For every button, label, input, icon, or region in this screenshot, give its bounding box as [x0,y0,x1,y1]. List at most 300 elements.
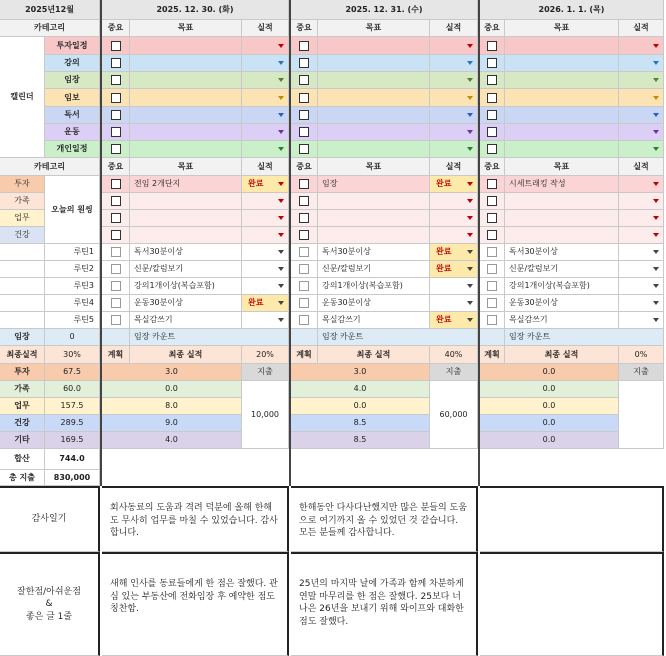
chevron-down-icon [278,113,284,117]
summary-value: 157.5 [45,398,100,415]
result-dropdown[interactable] [619,261,664,278]
summary-day-value: 4.0 [102,432,242,449]
importance-checkbox[interactable] [291,37,318,55]
chevron-down-icon [278,96,284,100]
checkbox[interactable] [111,41,121,51]
goal-cell[interactable] [505,72,619,89]
checkbox[interactable] [299,230,309,240]
result-dropdown[interactable] [619,295,664,312]
task-goal[interactable]: 시세트래킹 작성 [505,176,619,193]
importance-checkbox[interactable] [291,193,318,210]
chevron-down-icon [467,113,473,117]
goal-cell[interactable] [505,124,619,141]
chevron-down-icon [467,147,473,151]
reflection-label-line: & [45,599,53,610]
result-dropdown[interactable] [619,141,664,158]
goal-cell[interactable] [318,107,430,124]
result-header: 실적 [242,20,289,37]
checkbox[interactable] [487,264,497,274]
result-dropdown[interactable] [430,72,478,89]
chevron-down-icon [653,130,659,134]
checkbox[interactable] [111,110,121,120]
chevron-down-icon [653,250,659,254]
spend-value: 10,000 [242,381,289,449]
reflection-entry[interactable]: 새해 인사를 동료들에게 한 점은 잘했다. 관심 있는 부동산에 전화임장 후 예약한 점도 칭찬함. [102,552,289,656]
result-dropdown[interactable] [430,89,478,107]
importance-checkbox[interactable] [291,107,318,124]
chevron-down-icon [653,147,659,151]
importance-checkbox[interactable] [291,210,318,227]
result-label: 완료 [436,315,452,324]
goal-cell[interactable] [130,141,242,158]
routine-spacer [0,261,45,278]
routine-text: 강의1개이상(복습포함) [505,278,619,295]
routine-text: 독서30분이상 [505,244,619,261]
importance-checkbox[interactable] [480,37,505,55]
month-label: 2025년12월 [0,0,100,20]
routine-checkbox[interactable] [102,261,130,278]
checkbox[interactable] [299,41,309,51]
goal-cell[interactable] [505,55,619,72]
result-dropdown[interactable] [430,55,478,72]
importance-checkbox[interactable] [480,72,505,89]
importance-checkbox[interactable] [291,55,318,72]
task-goal[interactable] [318,227,430,244]
routine-checkbox[interactable] [291,312,318,329]
result-dropdown[interactable] [619,278,664,295]
chevron-down-icon [278,182,284,186]
day-divider [289,0,291,486]
result-dropdown[interactable] [242,176,289,193]
chevron-down-icon [653,61,659,65]
checkbox[interactable] [299,281,309,291]
gratitude-entry[interactable] [480,486,664,552]
routine-spacer [0,295,45,312]
summary-day-value: 0.0 [480,381,619,398]
importance-header: 중요 [480,20,505,37]
importance-header: 중요 [291,158,318,176]
goal-cell[interactable] [130,72,242,89]
result-dropdown[interactable] [430,124,478,141]
routine-spacer [0,278,45,295]
summary-day-value: 3.0 [102,364,242,381]
summary-value: 60.0 [45,381,100,398]
result-dropdown[interactable] [242,278,289,295]
final-label: 최종실적 [0,346,45,364]
gratitude-entry[interactable]: 회사동료의 도움과 격려 덕분에 올해 한해도 무사히 업무를 마칠 수 있었습니다. 감사합니다. [102,486,289,552]
checkbox[interactable] [299,110,309,120]
result-dropdown[interactable] [619,89,664,107]
routine-checkbox[interactable] [291,278,318,295]
routine-label: 루틴3 [45,278,100,295]
chevron-down-icon [467,250,473,254]
result-dropdown[interactable] [430,210,478,227]
goal-cell[interactable] [130,107,242,124]
result-dropdown[interactable] [430,193,478,210]
summary-day-value: 0.0 [480,415,619,432]
summary-category: 업무 [0,398,45,415]
routine-checkbox[interactable] [102,244,130,261]
spend-value [619,381,664,449]
routine-checkbox[interactable] [480,295,505,312]
task-category: 투자 [0,176,45,193]
spend-header: 지출 [430,364,478,381]
result-dropdown[interactable] [430,244,478,261]
result-dropdown[interactable] [242,295,289,312]
result-dropdown[interactable] [242,107,289,124]
task-category: 업무 [0,210,45,227]
summary-day-value: 8.5 [291,415,430,432]
gratitude-entry[interactable]: 한해동안 다사다난했지만 많은 분들의 도움으로 여기까지 올 수 있었던 것 같습니다. 모든 분들께 감사합니다. [291,486,478,552]
checkbox[interactable] [111,93,121,103]
goal-header: 목표 [130,20,242,37]
summary-day-value: 8.0 [102,398,242,415]
routine-checkbox[interactable] [291,295,318,312]
chevron-down-icon [467,301,473,305]
final-result-header: 최종 실적 [318,346,430,364]
chevron-down-icon [278,78,284,82]
checkbox[interactable] [487,58,497,68]
importance-checkbox[interactable] [291,124,318,141]
spend-total-label: 총 지출 [0,470,45,486]
chevron-down-icon [278,318,284,322]
task-goal[interactable] [130,227,242,244]
task-category: 건강 [0,227,45,244]
goal-cell[interactable] [505,141,619,158]
reflection-entry[interactable]: 25년의 마지막 날에 가족과 함께 차분하게 연말 마무리를 한 점은 잘했다. 25보다 너 나은 26년을 보내기 위해 와이프와 대화한 점도 잘했다. [291,552,478,656]
result-dropdown[interactable] [242,261,289,278]
result-dropdown[interactable] [619,124,664,141]
imjang-count: 임장 카운트 [505,329,664,346]
checkbox[interactable] [299,127,309,137]
checkbox[interactable] [299,264,309,274]
summary-day-value: 0.0 [102,381,242,398]
routine-text: 독서30분이상 [130,244,242,261]
summary-day-value: 0.0 [480,432,619,449]
importance-checkbox[interactable] [291,141,318,158]
checkbox[interactable] [487,213,497,223]
checkbox[interactable] [111,196,121,206]
goal-cell[interactable] [130,89,242,107]
checkbox[interactable] [487,281,497,291]
routine-text: 독서30분이상 [318,244,430,261]
summary-category: 기타 [0,432,45,449]
result-dropdown[interactable] [619,107,664,124]
checkbox[interactable] [299,298,309,308]
checkbox[interactable] [299,75,309,85]
routine-checkbox[interactable] [480,261,505,278]
calendar-category: 임보 [45,89,100,107]
goal-cell[interactable] [505,89,619,107]
imjang-spacer [102,329,130,346]
checkbox[interactable] [299,179,309,189]
importance-checkbox[interactable] [102,37,130,55]
result-dropdown[interactable] [430,141,478,158]
result-dropdown[interactable] [619,55,664,72]
chevron-down-icon [653,182,659,186]
result-dropdown[interactable] [430,278,478,295]
result-dropdown[interactable] [430,295,478,312]
importance-checkbox[interactable] [102,176,130,193]
routine-text: 강의1개이상(복습포함) [318,278,430,295]
task-goal[interactable] [130,210,242,227]
routine-checkbox[interactable] [102,312,130,329]
goal-cell[interactable] [318,55,430,72]
checkbox[interactable] [111,58,121,68]
category-header: 카테고리 [0,158,100,176]
imjang-spacer [291,329,318,346]
checkbox[interactable] [111,230,121,240]
routine-text: 운동30분이상 [505,295,619,312]
result-dropdown[interactable] [619,312,664,329]
importance-checkbox[interactable] [291,227,318,244]
final-result-header: 최종 실적 [130,346,242,364]
chevron-down-icon [467,182,473,186]
imjang-count: 임장 카운트 [130,329,289,346]
routine-checkbox[interactable] [480,244,505,261]
chevron-down-icon [278,199,284,203]
goal-cell[interactable] [318,37,430,55]
checkbox[interactable] [111,144,121,154]
result-dropdown[interactable] [242,210,289,227]
chevron-down-icon [278,250,284,254]
result-dropdown[interactable] [430,261,478,278]
chevron-down-icon [278,233,284,237]
chevron-down-icon [653,216,659,220]
calendar-category: 강의 [45,55,100,72]
routine-checkbox[interactable] [480,312,505,329]
checkbox[interactable] [111,315,121,325]
task-category: 가족 [0,193,45,210]
result-dropdown[interactable] [242,312,289,329]
result-dropdown[interactable] [242,227,289,244]
result-dropdown[interactable] [619,37,664,55]
routine-text: 신문/칼럼보기 [505,261,619,278]
importance-checkbox[interactable] [480,193,505,210]
result-label: 완료 [436,264,452,273]
goal-cell[interactable] [130,37,242,55]
goal-header: 목표 [505,158,619,176]
result-dropdown[interactable] [619,72,664,89]
checkbox[interactable] [111,179,121,189]
goal-cell[interactable] [505,37,619,55]
checkbox[interactable] [487,110,497,120]
importance-checkbox[interactable] [102,141,130,158]
checkbox[interactable] [299,58,309,68]
goal-cell[interactable] [505,107,619,124]
checkbox[interactable] [299,213,309,223]
importance-checkbox[interactable] [480,107,505,124]
checkbox[interactable] [487,179,497,189]
checkbox[interactable] [487,230,497,240]
checkbox[interactable] [111,247,121,257]
chevron-down-icon [467,267,473,271]
summary-value: 289.5 [45,415,100,432]
result-dropdown[interactable] [242,89,289,107]
result-dropdown[interactable] [242,244,289,261]
checkbox[interactable] [299,247,309,257]
task-goal[interactable] [505,210,619,227]
result-label: 완료 [436,179,452,188]
task-goal[interactable] [318,193,430,210]
routine-checkbox[interactable] [102,295,130,312]
importance-header: 중요 [291,20,318,37]
chevron-down-icon [278,61,284,65]
routine-text: 강의1개이상(복습포함) [130,278,242,295]
summary-value: 169.5 [45,432,100,449]
result-header: 실적 [242,158,289,176]
reflection-label [0,552,100,656]
importance-checkbox[interactable] [102,107,130,124]
chevron-down-icon [278,301,284,305]
chevron-down-icon [467,96,473,100]
reflection-label-line: 좋은 글 1줄 [25,611,73,622]
routine-checkbox[interactable] [102,278,130,295]
chevron-down-icon [467,233,473,237]
calendar-label: 캘린더 [0,37,45,158]
summary-day-value: 0.0 [480,398,619,415]
checkbox[interactable] [111,264,121,274]
importance-checkbox[interactable] [291,72,318,89]
result-dropdown[interactable] [242,55,289,72]
routine-checkbox[interactable] [291,261,318,278]
spend-value: 60,000 [430,381,478,449]
goal-cell[interactable] [318,141,430,158]
chevron-down-icon [653,96,659,100]
result-dropdown[interactable] [430,176,478,193]
chevron-down-icon [653,199,659,203]
summary-day-value: 8.5 [291,432,430,449]
result-dropdown[interactable] [430,312,478,329]
checkbox[interactable] [299,196,309,206]
date-header: 2025. 12. 31. (수) [291,0,478,20]
result-dropdown[interactable] [242,37,289,55]
result-dropdown[interactable] [619,193,664,210]
task-goal[interactable] [505,227,619,244]
routine-label: 루틴4 [45,295,100,312]
importance-checkbox[interactable] [480,176,505,193]
result-dropdown[interactable] [619,244,664,261]
routine-checkbox[interactable] [291,244,318,261]
importance-checkbox[interactable] [480,124,505,141]
checkbox[interactable] [111,127,121,137]
importance-checkbox[interactable] [102,193,130,210]
summary-value: 67.5 [45,364,100,381]
result-dropdown[interactable] [619,227,664,244]
spend-total-value: 830,000 [45,470,100,486]
importance-checkbox[interactable] [102,227,130,244]
goal-cell[interactable] [130,55,242,72]
routine-label: 루틴1 [45,244,100,261]
checkbox[interactable] [487,298,497,308]
summary-category: 가족 [0,381,45,398]
summary-day-value: 4.0 [291,381,430,398]
imjang-label: 임장 [0,329,45,346]
result-dropdown[interactable] [242,124,289,141]
task-goal[interactable]: 전임 2개단지 [130,176,242,193]
chevron-down-icon [653,44,659,48]
importance-checkbox[interactable] [480,141,505,158]
importance-header: 중요 [480,158,505,176]
checkbox[interactable] [487,127,497,137]
goal-cell[interactable] [318,89,430,107]
day-percent: 20% [242,346,289,364]
result-dropdown[interactable] [242,193,289,210]
chevron-down-icon [467,130,473,134]
checkbox[interactable] [487,315,497,325]
goal-cell[interactable] [318,72,430,89]
chevron-down-icon [653,301,659,305]
result-dropdown[interactable] [430,37,478,55]
chevron-down-icon [278,216,284,220]
calendar-category: 독서 [45,107,100,124]
reflection-entry[interactable] [480,552,664,656]
importance-checkbox[interactable] [102,124,130,141]
goal-cell[interactable] [318,124,430,141]
checkbox[interactable] [111,75,121,85]
calendar-category: 운동 [45,124,100,141]
task-goal[interactable] [505,193,619,210]
checkbox[interactable] [487,75,497,85]
importance-checkbox[interactable] [480,89,505,107]
importance-checkbox[interactable] [102,210,130,227]
checkbox[interactable] [299,93,309,103]
importance-checkbox[interactable] [480,210,505,227]
task-goal[interactable] [130,193,242,210]
routine-label: 루틴2 [45,261,100,278]
checkbox[interactable] [111,298,121,308]
importance-checkbox[interactable] [291,176,318,193]
day-divider [478,0,480,486]
chevron-down-icon [278,44,284,48]
result-dropdown[interactable] [430,227,478,244]
goal-cell[interactable] [130,124,242,141]
sum-label: 합산 [0,449,45,470]
checkbox[interactable] [487,93,497,103]
routine-spacer [0,312,45,329]
importance-checkbox[interactable] [102,72,130,89]
result-label: 완료 [248,298,264,307]
checkbox[interactable] [487,144,497,154]
importance-header: 중요 [102,20,130,37]
checkbox[interactable] [111,281,121,291]
result-dropdown[interactable] [619,210,664,227]
importance-checkbox[interactable] [480,55,505,72]
summary-category: 건강 [0,415,45,432]
result-dropdown[interactable] [619,176,664,193]
result-label: 완료 [248,179,264,188]
checkbox[interactable] [487,196,497,206]
result-dropdown[interactable] [242,72,289,89]
importance-checkbox[interactable] [480,227,505,244]
checkbox[interactable] [111,213,121,223]
importance-checkbox[interactable] [102,55,130,72]
task-goal[interactable] [318,210,430,227]
chevron-down-icon [653,113,659,117]
importance-checkbox[interactable] [102,89,130,107]
checkbox[interactable] [487,41,497,51]
task-goal[interactable]: 임장 [318,176,430,193]
day-percent: 0% [619,346,664,364]
routine-checkbox[interactable] [480,278,505,295]
importance-checkbox[interactable] [291,89,318,107]
checkbox[interactable] [487,247,497,257]
result-dropdown[interactable] [242,141,289,158]
checkbox[interactable] [299,144,309,154]
chevron-down-icon [653,267,659,271]
checkbox[interactable] [299,315,309,325]
result-dropdown[interactable] [430,107,478,124]
